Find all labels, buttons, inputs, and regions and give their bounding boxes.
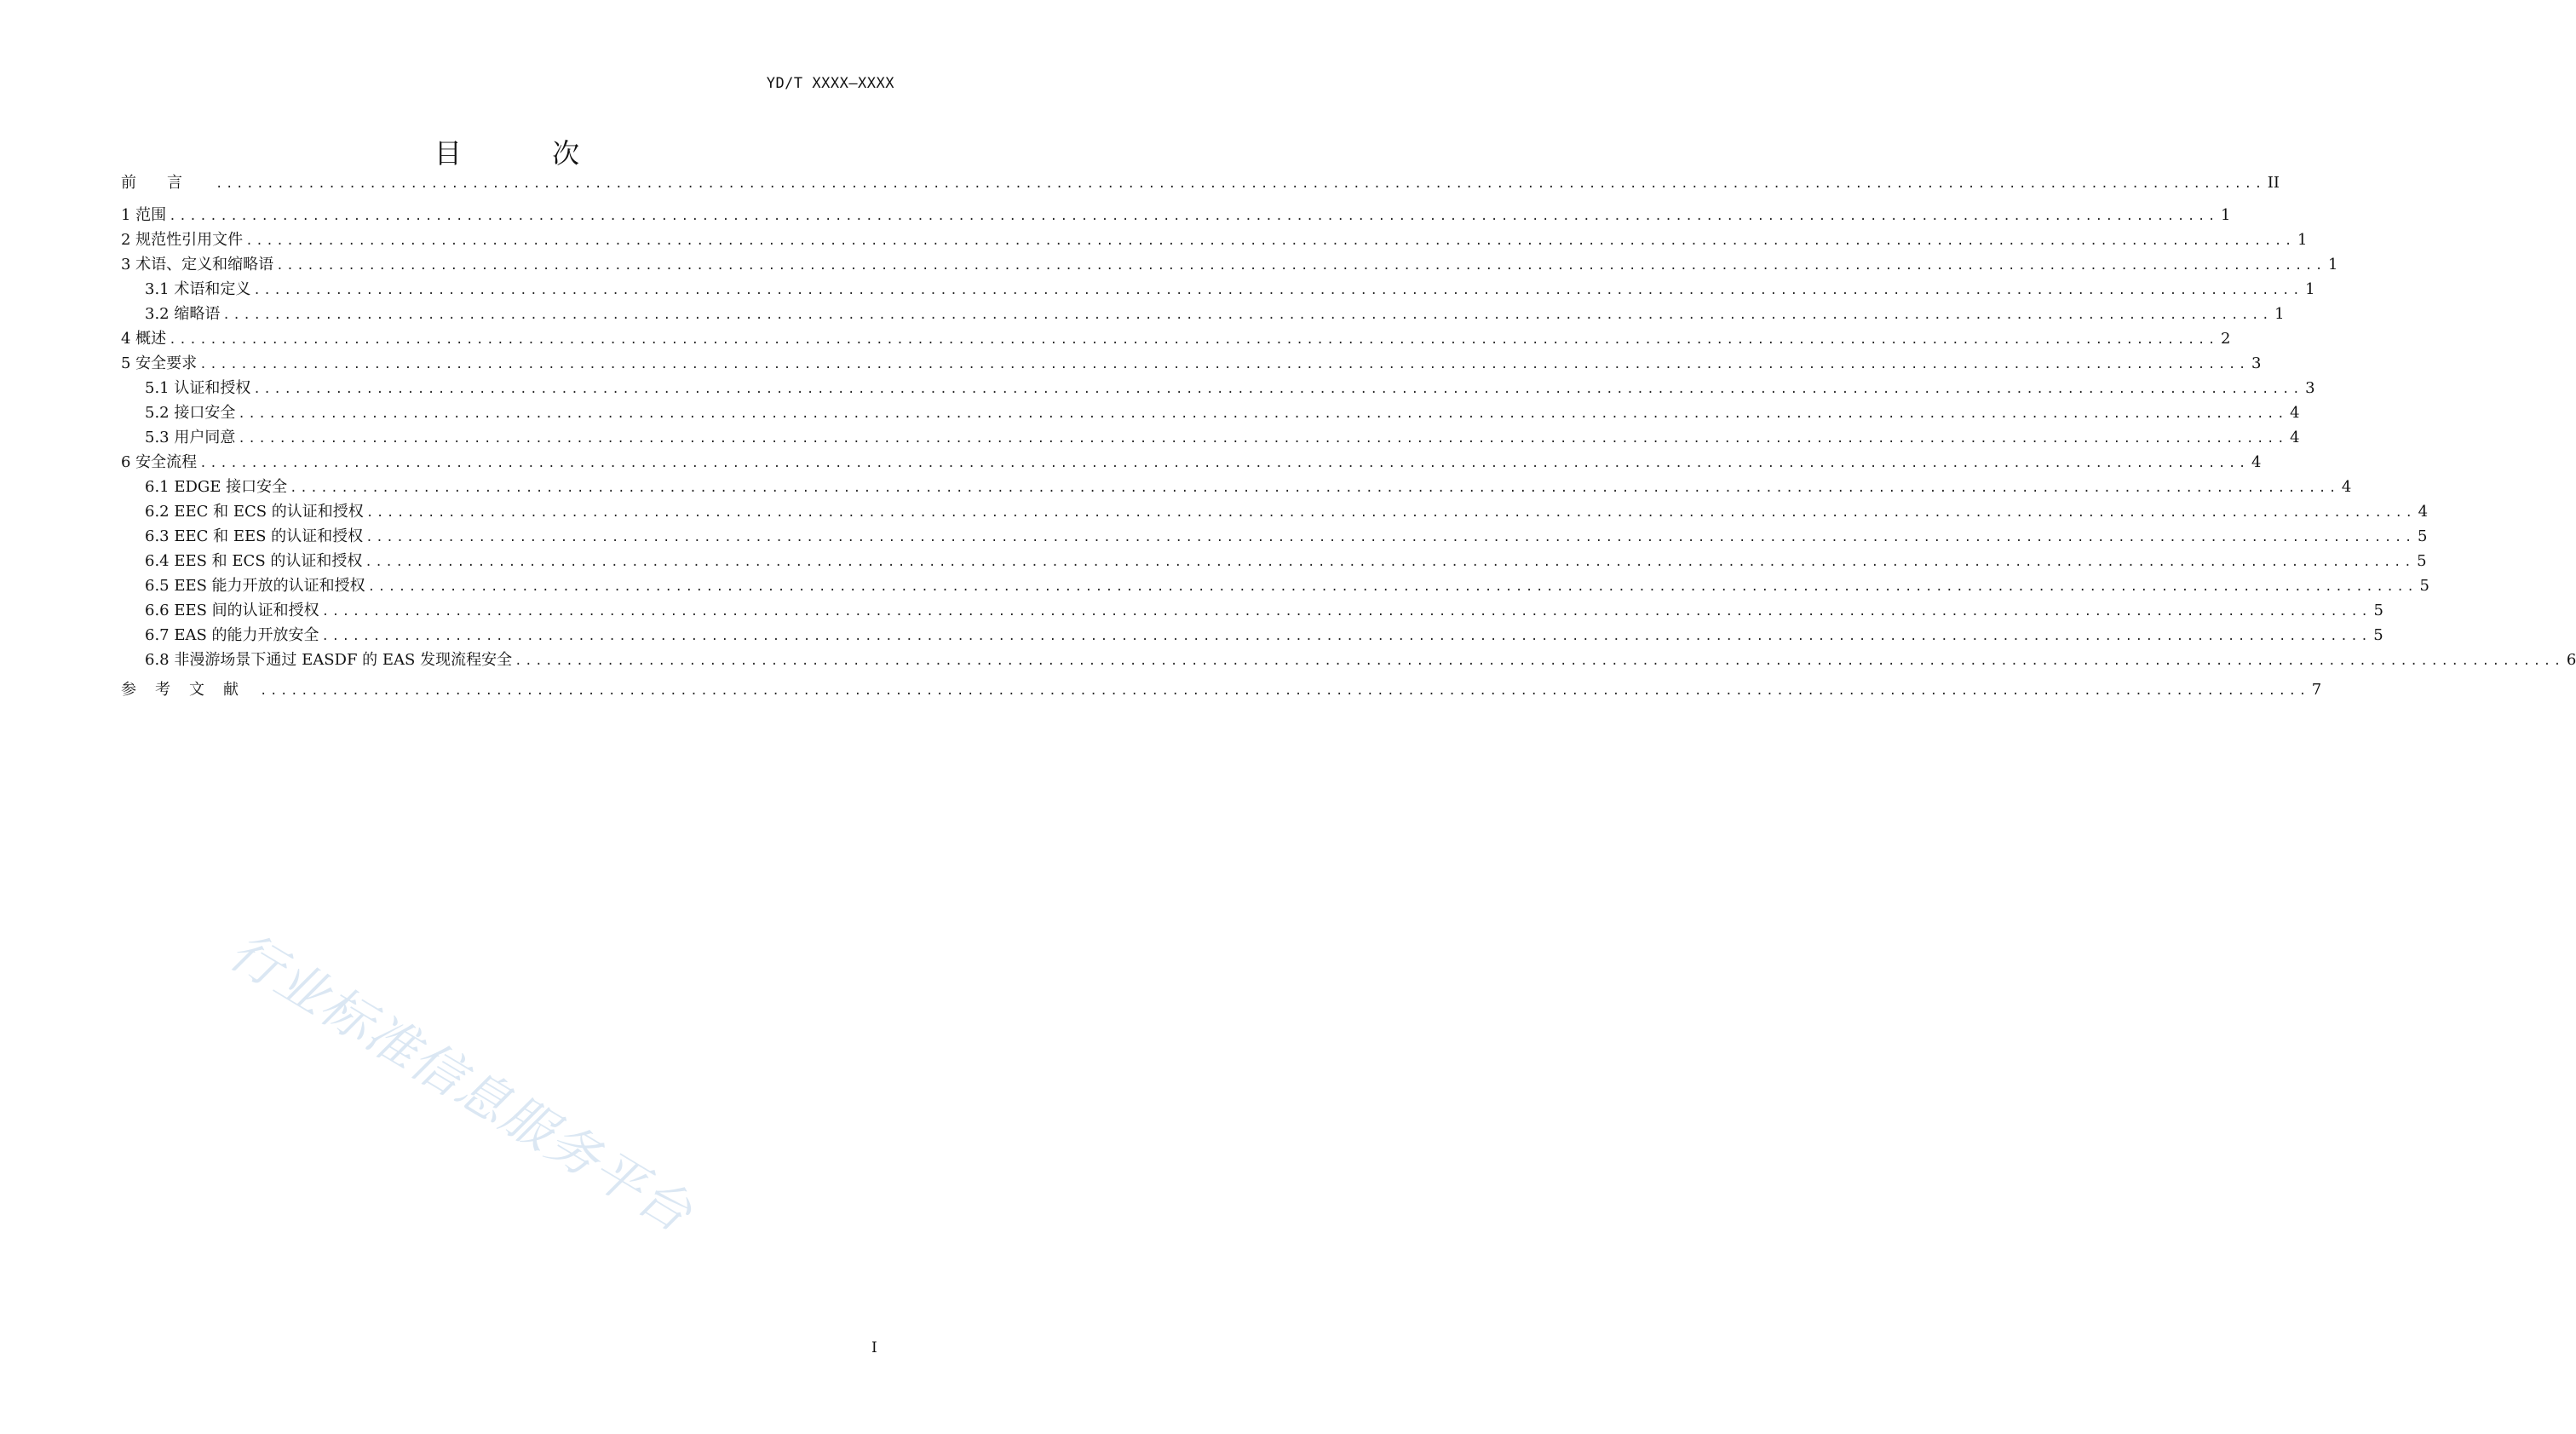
toc-entry-page: 5: [2417, 527, 2428, 545]
toc-entry-label: 前言: [121, 174, 213, 192]
toc-leader-dots: ........................................................................................................................................................................................................: [367, 580, 2418, 594]
toc-entry-label: 4 概述: [121, 330, 167, 348]
toc-entry-label: 6.8 非漫游场景下通过 EASDF 的 EAS 发现流程安全: [145, 651, 513, 669]
page-title: 目 次: [434, 137, 621, 170]
toc-entry[interactable]: [145, 427, 2300, 449]
toc-entry-page: 5: [2417, 552, 2427, 570]
toc-entry-label: 参考文献: [121, 681, 257, 699]
toc-entry-page: 5: [2373, 602, 2383, 619]
toc-entry-label: 6.7 EAS 的能力开放安全: [145, 626, 319, 644]
toc-entry-label: 5.3 用户同意: [145, 429, 236, 446]
toc-entry-page: 1: [2274, 305, 2285, 323]
watermark: 行业标准信息服务平台: [219, 921, 703, 1245]
toc-leader-dots: ........................................................................................................................................................................................................: [290, 481, 2339, 495]
toc-entry-page: 7: [2311, 681, 2322, 699]
toc-entry-page: 5: [2419, 577, 2429, 595]
toc-leader-dots: ........................................................................................................................................................................................................: [199, 358, 2249, 371]
toc-leader-dots: ........................................................................................................................................................................................................: [253, 383, 2303, 396]
toc-entry-page: 6: [2566, 651, 2576, 669]
toc-entry-page: 1: [2305, 280, 2315, 298]
toc-entry[interactable]: [121, 328, 2231, 350]
toc-entry-label: 3.1 术语和定义: [145, 280, 251, 298]
toc-leader-dots: ........................................................................................................................................................................................................: [253, 284, 2303, 297]
toc-leader-dots: ........................................................................................................................................................................................................: [169, 210, 2218, 223]
toc-leader-dots: ........................................................................................................................................................................................................: [321, 605, 2372, 619]
toc-leader-dots: ........................................................................................................................................................................................................: [365, 531, 2415, 544]
toc-leader-dots: ........................................................................................................................................................................................................: [276, 259, 2326, 273]
toc-entry[interactable]: [145, 476, 2352, 498]
toc-entry-label: 3 术语、定义和缩略语: [121, 256, 274, 274]
toc-entry[interactable]: [145, 303, 2285, 325]
toc-entry-label: 6.4 EES 和 ECS 的认证和授权: [145, 552, 363, 570]
document-code: YD/T XXXX—XXXX: [766, 75, 894, 92]
page-number: I: [871, 1339, 877, 1356]
toc-leader-dots: ........................................................................................................................................................................................................: [238, 407, 2288, 421]
toc-entry-label: 1 范围: [121, 206, 167, 224]
toc-entry-label: 6.2 EEC 和 ECS 的认证和授权: [145, 503, 364, 521]
toc-leader-dots: ........................................................................................................................................................................................................: [222, 308, 2273, 322]
toc-entry-label: 5.2 接口安全: [145, 404, 236, 422]
toc-leader-dots: ........................................................................................................................................................................................................: [260, 684, 2309, 698]
toc-entry[interactable]: [121, 229, 2308, 251]
toc-entry-label: 5 安全要求: [121, 354, 198, 372]
toc-entry-label: 3.2 缩略语: [145, 305, 221, 323]
toc-entry-page: II: [2267, 174, 2280, 192]
toc-entry-page: 4: [2251, 453, 2262, 471]
toc-leader-dots: ........................................................................................................................................................................................................: [169, 333, 2218, 347]
toc-entry[interactable]: [121, 452, 2262, 474]
toc-entry-label: 5.1 认证和授权: [145, 379, 251, 397]
toc-leader-dots: ........................................................................................................................................................................................................: [245, 234, 2295, 248]
toc-leader-dots: ........................................................................................................................................................................................................: [321, 630, 2372, 643]
toc-entry[interactable]: [121, 353, 2262, 375]
toc-entry-page: 4: [2341, 478, 2352, 496]
toc-entry[interactable]: [145, 575, 2429, 597]
toc-entry-page: 3: [2251, 354, 2262, 372]
toc-entry-label: 6 安全流程: [121, 453, 198, 471]
toc-entry[interactable]: [145, 526, 2428, 548]
toc-entry-page: 4: [2290, 429, 2300, 446]
toc-entry[interactable]: [121, 204, 2231, 227]
toc-entry-label: 2 规范性引用文件: [121, 231, 244, 249]
toc-entry[interactable]: [145, 501, 2429, 523]
toc-entry[interactable]: [121, 679, 2322, 701]
toc-entry[interactable]: [145, 625, 2383, 647]
toc-entry-page: 1: [2220, 206, 2231, 224]
toc-entry[interactable]: [145, 600, 2383, 622]
toc-entry-page: 3: [2305, 379, 2315, 397]
toc-entry[interactable]: [145, 550, 2427, 573]
toc-entry-label: 6.3 EEC 和 EES 的认证和授权: [145, 527, 364, 545]
toc-leader-dots: ........................................................................................................................................................................................................: [199, 457, 2249, 470]
toc-entry-page: 4: [2418, 503, 2429, 521]
toc-leader-dots: ........................................................................................................................................................................................................: [365, 506, 2416, 520]
toc-entry[interactable]: [121, 254, 2338, 276]
toc-leader-dots: ........................................................................................................................................................................................................: [216, 177, 2265, 191]
toc-entry-page: 1: [2327, 256, 2338, 274]
toc-entry-label: 6.1 EDGE 接口安全: [145, 478, 288, 496]
toc-entry-page: 4: [2290, 404, 2300, 422]
toc-leader-dots: ........................................................................................................................................................................................................: [365, 556, 2415, 569]
toc-leader-dots: ........................................................................................................................................................................................................: [238, 432, 2288, 446]
toc-entry[interactable]: [145, 402, 2300, 424]
toc-entry-label: 6.6 EES 间的认证和授权: [145, 602, 319, 619]
toc-entry[interactable]: [145, 279, 2315, 301]
toc-entry[interactable]: [121, 172, 2280, 194]
toc-entry-label: 6.5 EES 能力开放的认证和授权: [145, 577, 365, 595]
toc-entry-page: 2: [2220, 330, 2231, 348]
toc-entry-page: 5: [2373, 626, 2383, 644]
toc-leader-dots: ........................................................................................................................................................................................................: [515, 654, 2564, 668]
toc-entry[interactable]: [145, 649, 2576, 671]
toc-entry-page: 1: [2297, 231, 2308, 249]
toc-entry[interactable]: [145, 377, 2315, 400]
